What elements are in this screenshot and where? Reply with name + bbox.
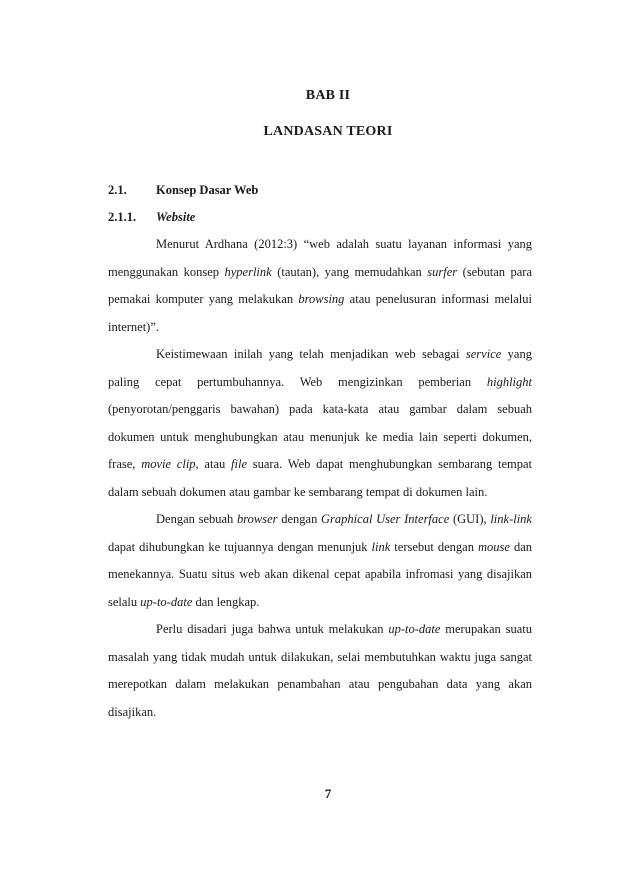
text-run: dan lengkap. [192,594,260,609]
text-run: (GUI), [449,512,491,526]
chapter-number: BAB II [305,88,351,103]
text-run: Menurut Ardhana (2012:3) “web adalah suatu layanan informasi yang menggunakan konsep [108,237,532,279]
subsection-number: 2.1.1. [108,210,137,224]
text-run: (tautan), yang memudahkan [271,264,428,279]
text-run: dan menekannya. Suatu situs web akan dikenal cepat apabila infromasi yang disajikan selalu [108,539,532,609]
italic-term: up-to-date [140,594,193,609]
text-run: Perlu disadari juga bahwa untuk melakukan [156,622,389,636]
text-run: merupakan suatu masalah yang tidak mudah untuk dilakukan, selai membutuhkan waktu juga sangat merepotkan dalam melakukan penambahan atau pengubahan data yang akan disajikan. [108,622,532,719]
text-run: Dengan sebuah [156,512,237,526]
italic-term: service [465,347,502,361]
italic-term: browsing [298,292,345,306]
chapter-title: LANDASAN TEORI [263,124,393,139]
italic-term: highlight [486,374,532,389]
text-run: yang paling cepat pertumbuhannya. Web mengizinkan pemberian [108,347,532,389]
italic-term: Graphical User Interface [321,512,450,526]
text-run: atau penelusuran informasi melalui internet)”. [108,292,533,334]
italic-term: hyperlink [224,264,272,279]
italic-term: file [231,457,247,471]
italic-term: movie clip [141,457,196,471]
text-run: dapat dihubungkan ke tujuannya dengan menunjuk [108,539,372,554]
text-run: Keistimewaan inilah yang telah menjadikan web sebagai [156,347,466,361]
subsection-title: Website [156,210,196,224]
text-run: suara. Web dapat menghubungkan sembarang tempat dalam sebuah dokumen atau gambar ke sembarang tempat di dokumen lain. [108,457,532,499]
italic-term: surfer [427,264,458,279]
paragraph [108,231,532,341]
paragraph [108,616,532,726]
text-run: (sebutan para pemakai komputer yang melakukan [108,264,532,306]
paragraph [108,341,532,506]
italic-term: link-link [490,512,532,526]
italic-term: mouse [477,539,510,554]
italic-term: link [371,539,391,554]
body-text [108,231,532,726]
section-number: 2.1. [108,183,127,197]
italic-term: browser [237,512,278,526]
italic-term: up-to-date [388,622,441,636]
text-run: (penyorotan/penggaris bawahan) pada kata-kata atau gambar dalam sebuah dokumen untuk menghubungkan atau menunjuk ke media lain seperti dokumen, frase, [108,402,532,471]
section-title: Konsep Dasar Web [156,183,259,197]
paragraph [108,506,532,616]
page-number: 7 [324,786,332,801]
text-run: dengan [277,512,322,526]
text-run: tersebut dengan [390,539,478,554]
text-run: , atau [195,457,232,471]
